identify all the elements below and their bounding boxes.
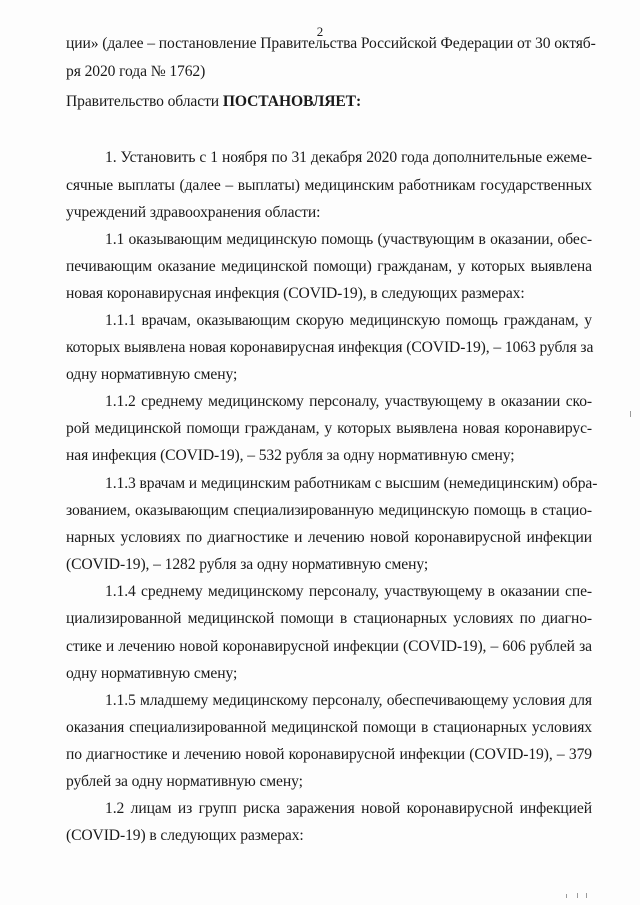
clause-1-1-line-1: 1.1 оказывающим медицинскую помощь (участвующим в оказании, обес-	[105, 231, 592, 248]
clause-1-1-5-line-1: 1.1.5 младшему медицинскому персоналу, обеспечивающему условия для	[105, 692, 592, 709]
scan-mark	[586, 893, 587, 898]
clause-1-1-2-line-3: ная инфекция (COVID-19), – 532 рубля за одну нормативную смену;	[66, 447, 515, 464]
preamble	[66, 92, 361, 112]
scan-mark	[566, 894, 567, 898]
clause-1-1-line-3: новая коронавирусная инфекция (COVID-19), в следующих размерах:	[66, 285, 525, 302]
preamble-text: Правительство области	[66, 93, 223, 110]
clause-1-1-1-line-1: 1.1.1 врачам, оказывающим скорую медицинскую помощь гражданам, у	[105, 312, 592, 329]
clause-1-1-5-line-3: по диагностике и лечению новой коронавирусной инфекции (COVID-19), – 379	[66, 746, 592, 763]
clause-1-1-4-line-1: 1.1.4 среднему медицинскому персоналу, участвующему в оказании спе-	[105, 583, 592, 600]
clause-1-2-line-2: (COVID-19) в следующих размерах:	[66, 827, 304, 844]
scan-mark	[577, 893, 578, 898]
clause-1-1-3-line-1: 1.1.3 врачам и медицинским работникам с высшим (немедицинским) обра-	[105, 475, 598, 492]
page-number: 2	[316, 24, 324, 39]
clause-1-1-1-line-2: которых выявлена новая коронавирусная инфекция (COVID-19), – 1063 рубля за	[66, 339, 594, 356]
clause-1-1-3-line-2: зованием, оказывающим специализированную медицинскую помощь в стацио-	[66, 502, 592, 519]
clause-1-1-5-line-2: оказания специализированной медицинской помощи в стационарных условиях	[66, 719, 592, 736]
preamble-emphasis: ПОСТАНОВЛЯЕТ:	[222, 93, 362, 110]
clause-1-1-3-line-4: (COVID-19), – 1282 рубля за одну нормативную смену;	[66, 556, 429, 573]
clause-1-line-1: 1. Установить с 1 ноября по 31 декабря 2020 года дополнительные ежеме-	[105, 149, 592, 166]
header-line-2: ря 2020 года № 1762)	[66, 63, 206, 80]
header-line-1: ции» (далее – постановление Правительства Российской Федерации от 30 октяб-	[66, 35, 596, 52]
scan-mark	[630, 411, 631, 417]
clause-1-2-line-1: 1.2 лицам из групп риска заражения новой коронавирусной инфекцией	[105, 800, 592, 817]
clause-1-1-4-line-2: циализированной медицинской помощи в стационарных условиях по диагно-	[66, 610, 592, 627]
clause-1-1-5-line-4: рублей за одну нормативную смену;	[66, 773, 303, 790]
clause-1-1-3-line-3: нарных условиях по диагностике и лечению новой коронавирусной инфекции	[66, 529, 592, 546]
clause-1-1-4-line-3: стике и лечению новой коронавирусной инфекции (COVID-19), – 606 рублей за	[66, 638, 592, 655]
clause-1-1-4-line-4: одну нормативную смену;	[66, 665, 238, 682]
clause-1-line-3: учреждений здравоохранения области:	[66, 204, 321, 221]
clause-1-line-2: сячные выплаты (далее – выплаты) медицинским работникам государственных	[66, 177, 592, 194]
clause-1-1-2-line-1: 1.1.2 среднему медицинскому персоналу, участвующему в оказании ско-	[105, 393, 592, 410]
clause-1-1-line-2: печивающим оказание медицинской помощи) гражданам, у которых выявлена	[66, 258, 592, 275]
clause-1-1-1-line-3: одну нормативную смену;	[66, 366, 238, 383]
clause-1-1-2-line-2: рой медицинской помощи гражданам, у которых выявлена новая коронавирус-	[66, 420, 592, 437]
